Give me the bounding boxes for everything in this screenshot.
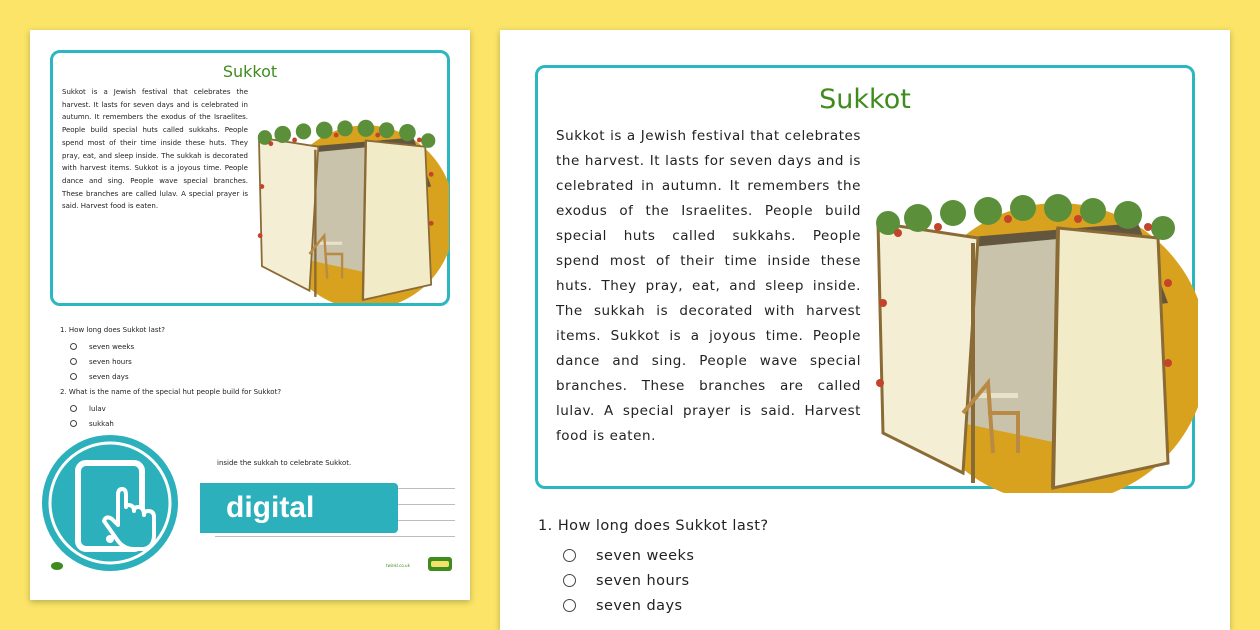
question-number: 2. <box>60 388 67 396</box>
passage-text: Sukkot is a Jewish festival that celebrates the harvest. It lasts for seven days and is celebrated in autumn. It remembers the exodus of the Israelites. People build special huts called sukkahs. People spend most of their time inside these huts. They pray, eat, and sleep inside. The sukkah is decorated with harvest items. Sukkot is a joyous time. People dance and sing. People wave special branches. These branches are called lulav. A special prayer is said. Harvest food is eaten. <box>62 88 248 211</box>
sukkah-illustration <box>253 113 449 303</box>
questions-list <box>60 326 460 435</box>
worksheet-page <box>500 30 1230 630</box>
sukkah-illustration <box>868 183 1198 493</box>
answer-option[interactable] <box>563 593 1198 618</box>
option-label: seven weeks <box>89 342 135 351</box>
radio-button[interactable] <box>563 599 576 612</box>
option-label: seven hours <box>89 357 132 366</box>
question-1 <box>60 326 460 384</box>
info-box <box>535 65 1195 489</box>
partial-question-text: inside the sukkah to celebrate Sukkot. <box>217 459 352 467</box>
question-2 <box>60 388 460 431</box>
passage-text: Sukkot is a Jewish festival that celebrates the harvest. It lasts for seven days and is celebrated in autumn. It remembers the exodus of the Israelites. People build special huts called sukkahs. People spend most of their time inside these huts. They pray, eat, and sleep inside. The sukkah is decorated with harvest items. Sukkot is a joyous time. People dance and sing. People wave special branches. These branches are called lulav. A special prayer is said. Harvest food is eaten. <box>556 128 861 444</box>
info-box <box>50 50 450 306</box>
worksheet-title: Sukkot <box>819 84 911 115</box>
question-text: What is the name of the special hut people build for Sukkot? <box>68 388 282 396</box>
option-label: seven hours <box>596 572 690 589</box>
answer-option[interactable] <box>70 401 460 416</box>
footer-tag: twinkl.co.uk <box>386 563 410 568</box>
answer-option[interactable] <box>70 416 460 431</box>
questions-list <box>538 518 1198 618</box>
question-text: How long does Sukkot last? <box>68 326 165 334</box>
tablet-touch-icon <box>40 433 180 573</box>
option-label: seven weeks <box>596 547 695 564</box>
option-label: lulav <box>89 404 106 413</box>
radio-button[interactable] <box>70 420 77 427</box>
digital-label: digital <box>200 483 398 533</box>
option-label: seven days <box>596 597 683 614</box>
radio-button[interactable] <box>70 343 77 350</box>
question-text: How long does Sukkot last? <box>557 518 769 534</box>
answer-option[interactable] <box>70 339 460 354</box>
radio-button[interactable] <box>70 405 77 412</box>
radio-button[interactable] <box>70 373 77 380</box>
answer-option[interactable] <box>563 568 1198 593</box>
answer-option[interactable] <box>70 369 460 384</box>
question-1 <box>538 518 1198 618</box>
question-number: 1. <box>538 518 553 534</box>
radio-button[interactable] <box>563 574 576 587</box>
question-number: 1. <box>60 326 67 334</box>
radio-button[interactable] <box>70 358 77 365</box>
digital-badge <box>40 433 360 573</box>
answer-option[interactable] <box>563 543 1198 568</box>
publisher-logo-icon <box>428 557 452 571</box>
answer-option[interactable] <box>70 354 460 369</box>
worksheet-title: Sukkot <box>222 62 278 81</box>
option-label: seven days <box>89 372 129 381</box>
radio-button[interactable] <box>563 549 576 562</box>
option-label: sukkah <box>89 419 114 428</box>
